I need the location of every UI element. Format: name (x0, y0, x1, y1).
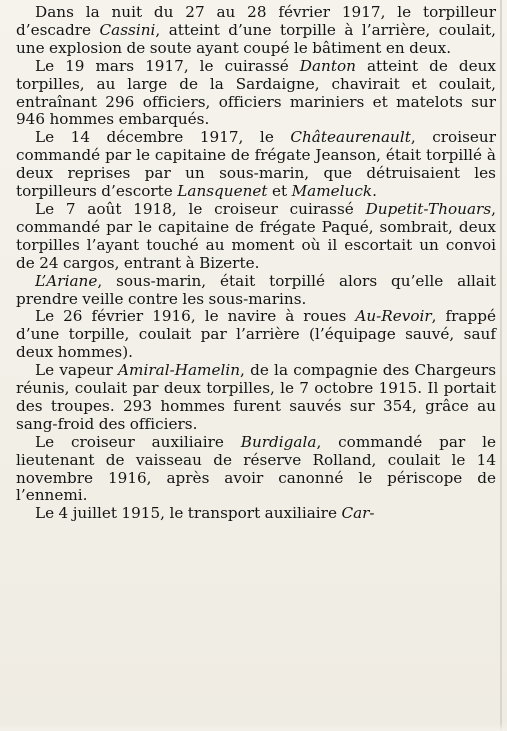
paragraph-text: et (267, 182, 292, 201)
ship-name: Burdigala (240, 432, 317, 451)
paragraph-text: , atteint d’une torpille à l’arrière, coulait, une explosion de soute ayant coupé le bâtiment en deux. (16, 20, 496, 57)
paragraph-text: Le 7 août 1918, le croiseur cuirassé (35, 199, 366, 218)
ship-name: Cassini (99, 20, 156, 39)
article-paragraph (16, 505, 496, 523)
article-paragraph (16, 273, 496, 309)
ship-name: Lansquenet (177, 182, 268, 201)
article-paragraph (16, 308, 496, 362)
paragraph-text: , commandé par le lieutenant de vaisseau de réserve Rolland, coulait le 14 novembre 1916, après avoir canonné le périscope de l’ennemi. (16, 432, 496, 505)
ship-name: Amiral-Hamelin (118, 361, 241, 380)
paragraph-text: Le vapeur (35, 361, 119, 380)
paragraph-text: Le 14 décembre 1917, le (35, 128, 291, 147)
paragraph-text: , commandé par le capitaine de frégate Paqué, sombrait, deux torpilles l’ayant touché au moment où il escortait un convoi de 24 cargos, entrant à Bizerte. (16, 199, 496, 272)
ship-name: Car- (341, 504, 375, 523)
paragraph-text: , croiseur commandé par le capitaine de frégate Jeanson, était torpillé à deux reprises par un sous-marin, que détruisaient les torpilleurs d’escorte (16, 128, 496, 201)
article-paragraph (16, 434, 496, 506)
article-paragraph (16, 58, 496, 130)
paragraph-text: , frappé d’une torpille, coulait par l’arrière (l’équipage sauvé, sauf deux hommes). (16, 307, 496, 362)
paragraph-text: , de la compagnie des Chargeurs réunis, coulait par deux torpilles, le 7 octobre 1915. Il portait des troupes. 293 hommes furent sauvés sur 354, grâce au sang-froid des officiers. (16, 361, 497, 433)
ship-name: L’Ariane (35, 271, 98, 290)
column-edge (500, 0, 502, 731)
paragraph-text: Le croiseur auxiliaire (35, 432, 241, 451)
ship-name: Châteaurenault (290, 128, 411, 147)
paragraph-text: atteint de deux torpilles, au large de la Sardaigne, chavirait et coulait, entraînant 296 officiers, officiers mariniers et matelots sur 946 hommes embarqués. (16, 56, 496, 129)
paragraph-text: Le 26 février 1916, le navire à roues (35, 307, 356, 326)
paragraph-text: Le 19 mars 1917, le cuirassé (35, 56, 300, 75)
article-paragraph (16, 362, 496, 434)
paragraph-text: Le 4 juillet 1915, le transport auxiliaire (35, 504, 342, 523)
article-paragraph (16, 4, 496, 58)
article-column (16, 4, 496, 523)
ship-name: Dupetit-Thouars (365, 199, 492, 218)
paragraph-text: Dans la nuit du 27 au 28 février 1917, le torpilleur d’escadre (16, 3, 496, 39)
article-paragraph (16, 201, 496, 273)
paragraph-text: , sous-marin, était torpillé alors qu’elle allait prendre veille contre les sous-marins. (16, 271, 496, 308)
ship-name: Danton (299, 56, 356, 75)
ship-name: Mameluck (291, 182, 373, 201)
ship-name: Au-Revoir (355, 307, 432, 326)
page-cut-edge (0, 723, 507, 731)
paragraph-text: . (372, 182, 377, 201)
article-paragraph (16, 129, 496, 201)
